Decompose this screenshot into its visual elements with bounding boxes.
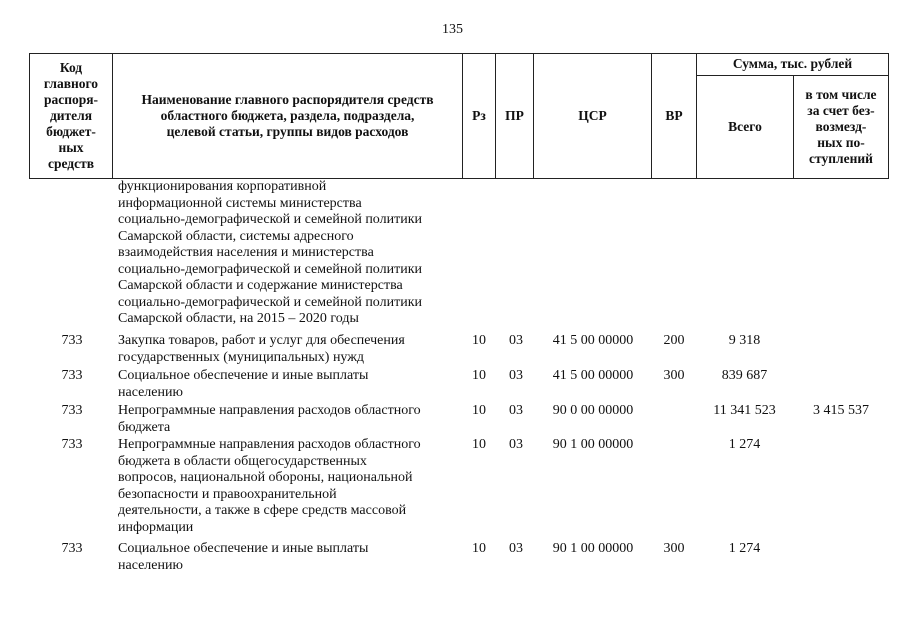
cell-rz: 10	[472, 403, 486, 418]
page-number: 135	[442, 22, 463, 37]
cell-total: 1 274	[728, 541, 761, 556]
cell-pr: 03	[509, 333, 523, 348]
header-pr: ПР	[505, 107, 524, 123]
cell-vr: 300	[663, 541, 685, 556]
cell-csr: 90 1 00 00000	[552, 437, 634, 452]
cell-csr: 90 1 00 00000	[552, 541, 634, 556]
cell-code: 733	[61, 437, 83, 452]
cell-pr: 03	[509, 368, 523, 383]
header-free: в том числе за счет без- возмезд- ных по- ступлений	[805, 87, 877, 166]
table-header	[29, 53, 889, 179]
cell-code: 733	[61, 333, 83, 348]
cell-code: 733	[61, 403, 83, 418]
header-rz: Рз	[472, 107, 486, 123]
header-vr: ВР	[665, 107, 683, 123]
cell-rz: 10	[472, 368, 486, 383]
header-csr: ЦСР	[578, 107, 607, 123]
cell-vr: 300	[663, 368, 685, 383]
cell-code: 733	[61, 541, 83, 556]
cell-free: 3 415 537	[813, 403, 869, 418]
header-name: Наименование главного распорядителя средств областного бюджета, раздела, подраздела, целевой статьи, группы видов расходов	[141, 91, 434, 139]
cell-csr: 41 5 00 00000	[552, 333, 634, 348]
cell-total: 1 274	[728, 437, 761, 452]
cell-csr: 90 0 00 00000	[552, 403, 634, 418]
header-code: Код главного распоря- дителя бюджет- ных средств	[43, 59, 99, 171]
cell-name: Закупка товаров, работ и услуг для обеспечения государственных (муниципальных) нужд	[118, 333, 405, 365]
cell-total: 11 341 523	[713, 403, 776, 418]
cell-pr: 03	[509, 403, 523, 418]
cell-total: 9 318	[728, 333, 761, 348]
cell-pr: 03	[509, 437, 523, 452]
cell-name: Социальное обеспечение и иные выплаты населению	[118, 541, 369, 573]
cell-code: 733	[61, 368, 83, 383]
cell-vr: 200	[663, 333, 685, 348]
cell-name: Непрограммные направления расходов областного бюджета	[118, 403, 421, 435]
cell-name: Социальное обеспечение и иные выплаты населению	[118, 368, 369, 400]
cell-pr: 03	[509, 541, 523, 556]
cell-rz: 10	[472, 437, 486, 452]
cell-rz: 10	[472, 333, 486, 348]
cell-csr: 41 5 00 00000	[552, 368, 634, 383]
cell-name: Непрограммные направления расходов областного бюджета в области общегосударственных вопросов, национальной обороны, национальной безопасности и правоохранительной деятельности, а также в сфере средств массовой информации	[118, 437, 421, 535]
cell-total: 839 687	[721, 368, 768, 383]
header-total: Всего	[728, 119, 762, 134]
cell-rz: 10	[472, 541, 486, 556]
header-sum: Сумма, тыс. рублей	[732, 56, 853, 71]
